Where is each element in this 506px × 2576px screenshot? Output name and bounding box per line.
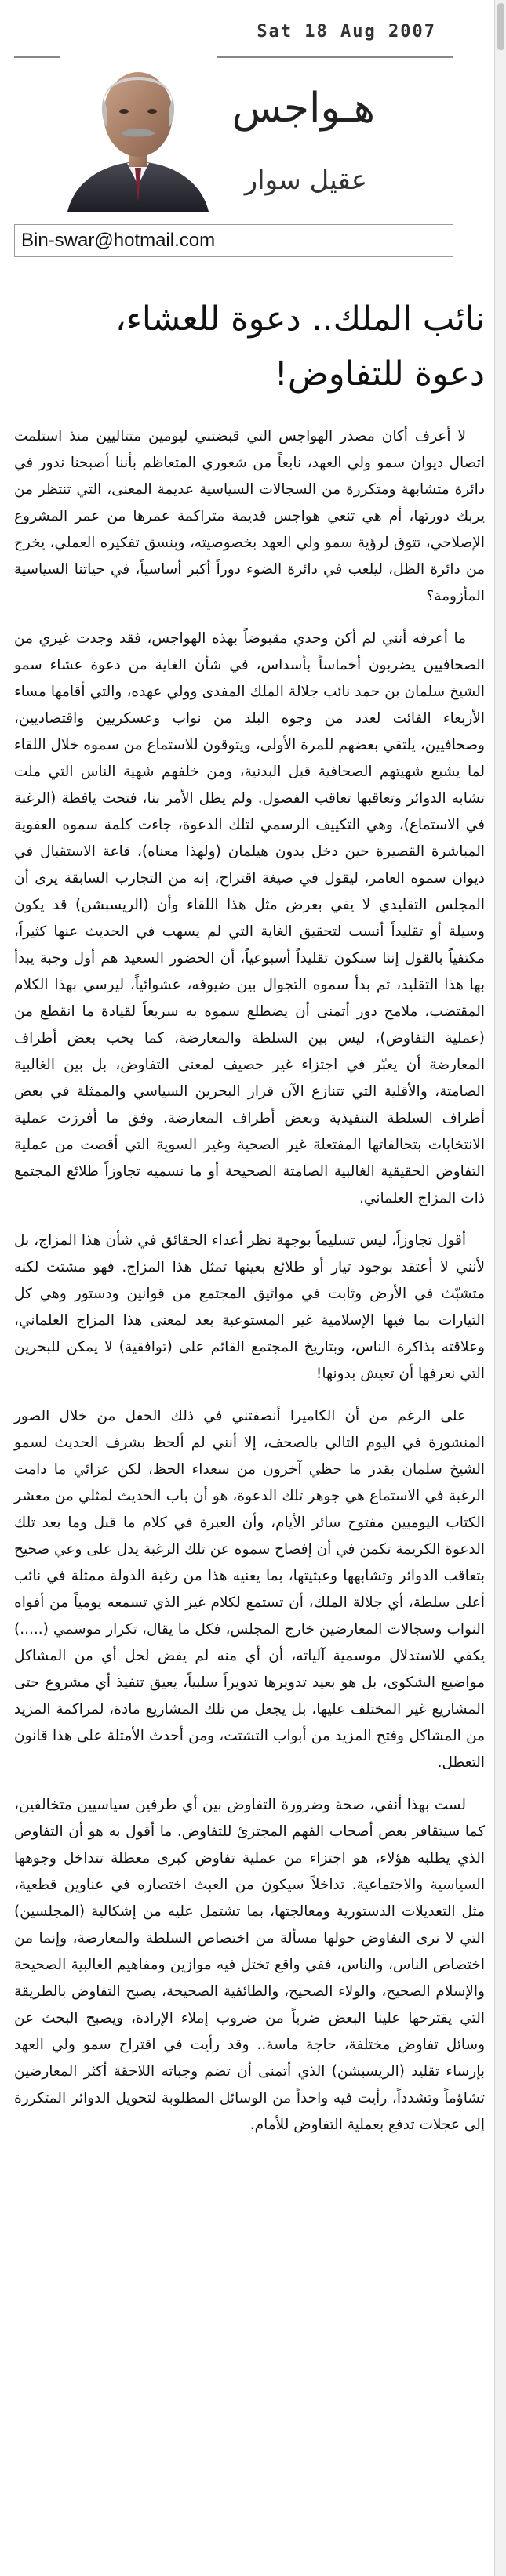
scrollbar-thumb[interactable] xyxy=(497,3,504,50)
author-email[interactable]: Bin-swar@hotmail.com xyxy=(21,230,216,251)
paragraph-2: ما أعرفه أنني لم أكن وحدي مقبوضاً بهذه الهواجس، فقد وجدت غيري من الصحافيين يضربون أخماساً بأسداس، في شأن الغاية من دعوة عشاء سمو الشيخ سلمان بن حمد نائب جلالة الملك المفدى وولي عهده، والتي أقامها مساء الأربعاء الفائت لعدد من وجوه البلد من نواب وعسكريين واقتصاديين، وصحافيين، يلتقي بعضهم للمرة الأولى، ويتوقون للاستماع من سموه خلال اللقاء لما يشبع شهيتهم الصحافية قبل البدنية، ومن خلفهم شهية الناس التي ملت تشابه الدوائر وتعاقبها تعاقب الفصول. ولم يطل الأمر بنا، فتحت يافطة (الرغبة في الاستماع)، وهي التكييف الرسمي لتلك الدعوة، جاءت كلمة سموه العفوية المباشرة القصيرة حين دخل بدون هيلمان (ولهذا معناه)، قاعة الاستقبال في ديوان سموه العامر، ليقول في صيغة اقتراح، إنه من التجارب السابقة يرى أن المجلس التقليدي لا يفي بغرض مثل هذا اللقاء وأن (الريسبشن) قد يكون وسيلة أو تقليداً أنسب لتحقيق الغاية التي لم يسهب في الحديث عنها كثيراً، مكتفياً بالقول إننا سنكون تقليداً أسبوعياً، أن الحضور السعيد هم أول وجبة يبدأ بها هذا التقليد، ثم بدأ سموه التجوال بين ضيوفه، عشوائياً، ليرسي بهذا الكلام المقتضب، ملامح دور أتمنى أن يضطلع سموه به سريعاً لقيادة ما انقطع من (عملية التفاوض)، ليس بين السلطة والمعارضة، كما يحب بعض أطراف المعارضة أن يعبّر في اجتزاء غير حصيف لمعنى التفاوض، بل بين الغالبية الصامتة، والأقلية التي تتنازع الآن قرار البحرين السياسي والممثلة في بعض أطراف السلطة التنفيذية وبعض أطراف المعارضة. وفق ما أفرزت عملية الانتخابات بتحالفاتها المفتعلة غير الصحية وغير السوية التي أقصت من عملية التفاوض الحقيقية الغالبية الصامتة الصحيحة أو ما نسميه تجاوزاً طلائع المجتمع ذات المزاج العلماني. xyxy=(14,630,485,1206)
paragraph-4: على الرغم من أن الكاميرا أنصفتني في ذلك الحفل من خلال الصور المنشورة في اليوم التالي بالصحف، إلا أنني لم ألحظ بشرف الحديث لسمو الشيخ سلمان بقدر ما حظي آخرون من سعداء الحظ، لكن عزائي ما دامت الرغبة في الاستماع هي جوهر تلك الدعوة، هو أن باب الحديث لمثلي من معشر الكتاب اليوميين مفتوح سائر الأيام، وأن العبرة في كلام ما قبل وما بعد تلك الدعوة الكريمة تكمن في أن إفصاح سموه عن تلك الرغبة يدل على وعي صحيح بتعاقب الدوائر وتشابهها وعبثيتها، بما يعنيه هذا من رغبة الدولة ممثلة في نائب أعلى سلطة، أي جلالة الملك، أن تستمع لكلام غير الذي تسمعه يومياً من أفواه النواب وسجالات المعارضين خارج المجلس، فكل ما يقال، تكرار موسمي (.....) يكفي للاستدلال موسمية آلياته، أن أي منه لم يفض لحل أي من المشاكل مواضيع الشكوى، بل هو بعيد تدويرها تدويراً سلبياً، يعيق تنفيذ أي مشروع حتى المشاريع غير المختلف عليها، بل يجعل من تلك المشاريع مادة، لمراكمة المزيد من المشاكل وفتح المزيد من أبواب التشتت، ومن أحدث الأمثلة على هذا قانون التعطل. xyxy=(14,1408,485,1771)
article-body xyxy=(14,423,485,2154)
headline-line-2: دعوة للتفاوض! xyxy=(274,354,485,394)
author-photo xyxy=(60,45,217,212)
issue-date: Sat 18 Aug 2007 xyxy=(257,22,436,42)
paragraph-5: لست بهذا أنفي، صحة وضرورة التفاوض بين أي طرفين سياسيين متخالفين، كما سيتقافز بعض أصحاب الفهم المجتزئ للتفاوض. ما أقول به هو أن التفاوض الذي يطلبه هؤلاء، هو اجتزاء من عملية تفاوض كبرى معطلة تتداخل وجوهها السياسية والاجتماعية. تداخلاً سيكون من العبث اختصاره في عناوين قطعية، مثل التعديلات الدستورية ومعالجتها، بما تشتمل عليه من إشكالية (المجلسين) التي لا نرى التفاوض حولها مسألة من اختصاص السلطة والمعارضة، وإنما من اختصاص الناس، والناس، ففي واقع تختل فيه موازين ومفاهيم الغالبية الصحيحة والإسلام الصحيح، والولاء الصحيح، والطائفية الصحيحة، يصبح التفاوض بالطريقة التي يقترحها علينا البعض ضرباً من ضروب إملاء الإرادة، ويصبح البحث عن وسائل تفاوض مختلفة، حاجة ماسة.. وقد رأيت في اقتراح سمو ولي العهد بإرساء تقليد (الريسبشن) الذي أتمنى أن تضم وجباته اللاحقة أكثر المعارضين تشاؤماً وتشدداً، رأيت فيه واحداً من الوسائل المطلوبة لتحويل الدوائر المتكررة إلى عجلات تدفع بعملية التفاوض للأمام. xyxy=(14,1797,485,2133)
paragraph-1: لا أعرف أكان مصدر الهواجس التي قبضتني ليومين متتاليين منذ استلمت اتصال ديوان سمو ولي العهد، نابعاً من شعوري المتعاظم بأننا أصبحنا ندور في دائرة متشابهة ومتكررة من السجالات السياسية عديمة المعنى، التي تنتظر من يربك دورتها، أم هي تنعي هواجس قديمة متراكمة عمرها من عمر المشروع الإصلاحي، تتوق لرؤية سمو ولي العهد بخصوصيته، وبنسق تفكيره العملي، يخرج من دائرة الظل، ليلعب في دائرة الضوء دوراً أكبر أساسياً، في حياتنا السياسية المأزومة؟ xyxy=(14,428,485,604)
headline-line-1: نائب الملك.. دعوة للعشاء، xyxy=(115,299,485,339)
article-headline xyxy=(14,292,485,401)
column-title: هـواجس xyxy=(231,85,375,132)
author-name: عقيل سوار xyxy=(244,165,367,196)
paragraph-3: أقول تجاوزاً، ليس تسليماً بوجهة نظر أعداء الحقائق في شأن هذا المزاج، بل لأنني لا أعتقد بوجود تيار أو طلائع بعينها تمثل هذا المزاج. فهو مشتت لكنه متشبّث في الأرض وثابت في مواثيق المجتمع من قوانين ودستور وهي كل التيارات بما فيها الإسلامية غير المستوعبة بعد لمعنى هذا المزاج العلماني، وعلاقته بذاكرة الناس، وبتاريخ المجتمع القائم على (توافقية) لا يمكن للبحرين التي نعرفها أن تعيش بدونها! xyxy=(14,1232,485,1382)
email-box xyxy=(14,224,453,257)
scrollbar[interactable] xyxy=(494,0,506,2576)
